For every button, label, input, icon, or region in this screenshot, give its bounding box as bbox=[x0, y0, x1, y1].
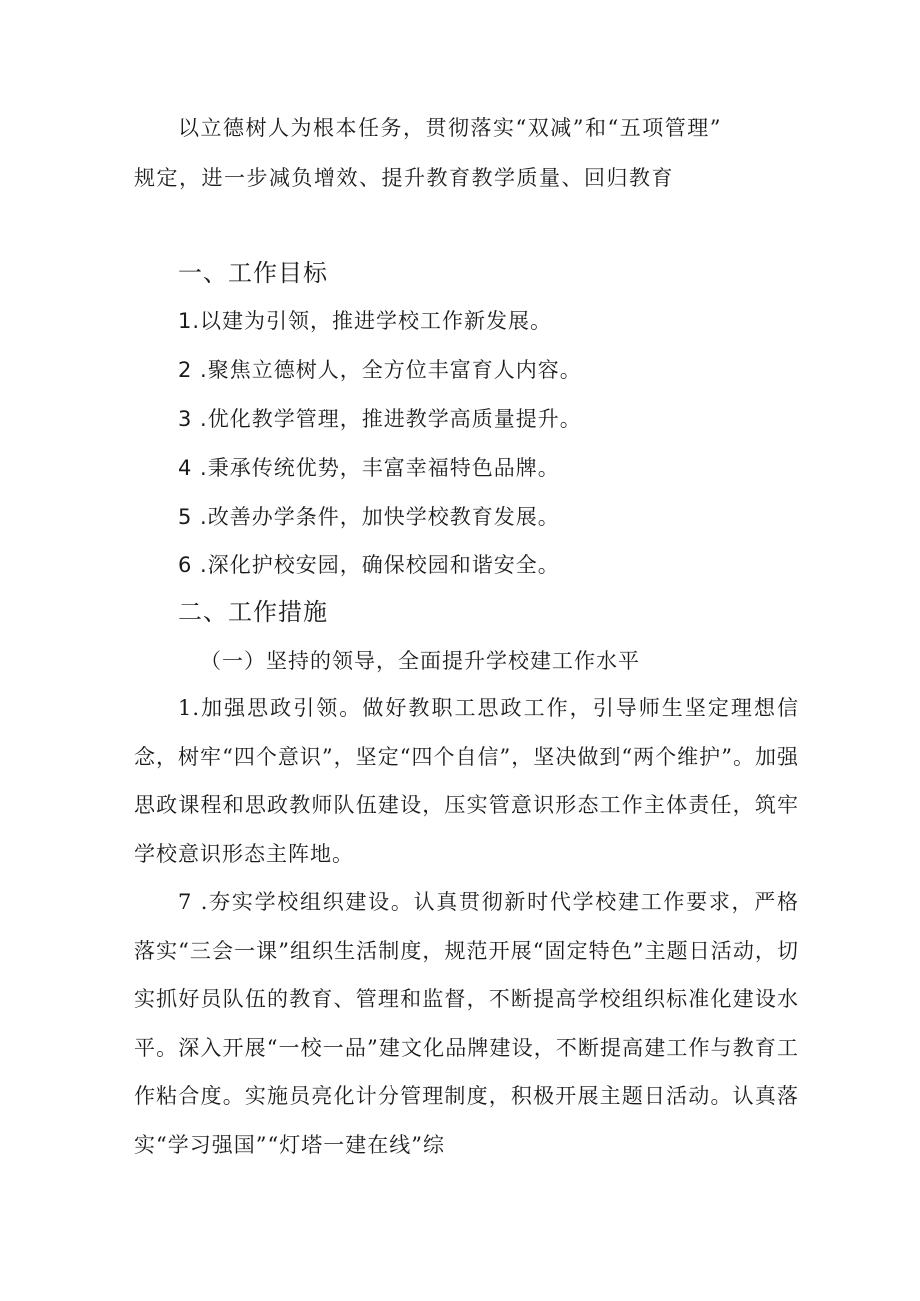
goal-item-3 bbox=[178, 404, 582, 434]
goal-item-1 bbox=[178, 306, 552, 336]
paragraph-organization: 7 .夯实学校组织建设。认真贯彻新时代学校建工作要求，严格落实“三会一课”组织生活制度，规范开展“固定特色”主题日活动，切实抓好员队伍的教育、管理和监督，不断提高学校组织标准化建设水平。深入开展“一校一品”建文化品牌建设，不断提高建工作与教育工作粘合度。实施员亮化计分管理制度，积极开展主题日活动。认真落实“学习强国”“灯塔一建在线”综 bbox=[134, 890, 799, 1157]
intro-line-2: 规定，进一步减负增效、提升教育教学质量、回归教育 bbox=[134, 166, 674, 190]
section-heading-measures: 二、工作措施 bbox=[178, 598, 328, 626]
goal-item-number: 6 . bbox=[178, 553, 208, 577]
goal-item-5 bbox=[178, 502, 560, 532]
goal-item-2 bbox=[178, 355, 582, 385]
goal-item-text: 以建为引领，推进学校工作新发展。 bbox=[200, 309, 553, 333]
section-heading-goals: 一、工作目标 bbox=[178, 259, 328, 287]
goal-item-number: 1. bbox=[178, 309, 201, 333]
paragraph-ideology: 1.加强思政引领。做好教职工思政工作，引导师生坚定理想信念，树牢“四个意识”，坚定“四个自信”，坚决做到“两个维护”。加强思政课程和思政教师队伍建设，压实管意识形态工作主体责任，筑牢学校意识形态主阵地。 bbox=[134, 696, 799, 866]
goal-item-text: 改善办学条件，加快学校教育发展。 bbox=[207, 505, 560, 529]
goal-item-number: 4 . bbox=[178, 456, 208, 480]
intro-line-1: 以立德树人为根本任务，贯彻落实“双减”和“五项管理” bbox=[178, 116, 722, 140]
goal-item-text: 聚焦立德树人，全方位丰富育人内容。 bbox=[207, 358, 582, 382]
goal-item-text: 深化护校安园，确保校园和谐安全。 bbox=[207, 553, 560, 577]
goal-item-text: 优化教学管理，推进教学高质量提升。 bbox=[207, 407, 582, 431]
goal-item-6 bbox=[178, 550, 560, 580]
goal-item-number: 5 . bbox=[178, 505, 208, 529]
goal-item-text: 秉承传统优势，丰富幸福特色品牌。 bbox=[207, 456, 560, 480]
goal-item-4 bbox=[178, 453, 560, 483]
goal-item-number: 3 . bbox=[178, 407, 208, 431]
goal-item-number: 2 . bbox=[178, 358, 208, 382]
sub-heading-leadership: （一）坚持的领导，全面提升学校建工作水平 bbox=[200, 649, 640, 673]
